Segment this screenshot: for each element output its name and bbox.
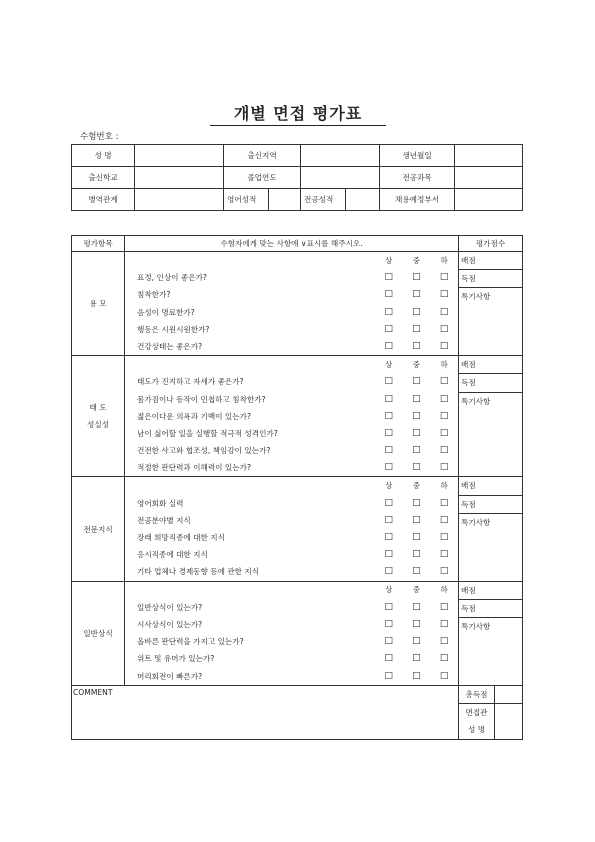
score-field[interactable] bbox=[485, 374, 522, 392]
score-line bbox=[459, 356, 522, 374]
score-label: 배점 bbox=[459, 252, 485, 270]
section-name-line1: 일반상식 bbox=[83, 628, 113, 638]
score-line bbox=[459, 252, 522, 270]
question-text: 일반상식이 있는가? bbox=[137, 602, 203, 612]
rating-checkbox[interactable]: □ bbox=[384, 272, 393, 283]
rating-checkbox[interactable]: □ bbox=[439, 410, 449, 421]
rating-checkbox[interactable]: □ bbox=[384, 427, 393, 438]
level-header-row bbox=[125, 356, 458, 373]
rating-checkbox[interactable]: □ bbox=[384, 670, 393, 681]
question-text: 침착한가? bbox=[137, 290, 171, 300]
question-text: 표정, 인상이 좋은가? bbox=[137, 273, 207, 283]
interviewer-label: 면접관 bbox=[465, 707, 488, 717]
question-row bbox=[125, 373, 458, 390]
rating-checkbox[interactable]: □ bbox=[412, 619, 421, 630]
section-row bbox=[72, 356, 523, 477]
military-label: 병역관계 bbox=[72, 189, 135, 211]
rating-checkbox[interactable]: □ bbox=[439, 670, 449, 681]
instruction-header: 수험자에게 맞는 사항에 ∨표시를 해주시오. bbox=[125, 236, 459, 252]
rating-checkbox[interactable]: □ bbox=[384, 323, 393, 334]
section-score bbox=[459, 581, 523, 685]
rating-checkbox[interactable]: □ bbox=[439, 445, 449, 456]
score-label[interactable]: 특기사항 bbox=[461, 292, 491, 302]
rating-checkbox[interactable]: □ bbox=[384, 445, 393, 456]
rating-checkbox[interactable]: □ bbox=[384, 601, 393, 612]
level-label: 중 bbox=[412, 585, 421, 595]
rating-checkbox[interactable]: □ bbox=[439, 636, 449, 647]
level-label: 하 bbox=[440, 255, 448, 265]
level-label: 하 bbox=[440, 481, 448, 491]
comment-box[interactable] bbox=[72, 685, 459, 740]
major-field[interactable] bbox=[455, 167, 523, 189]
score-label[interactable]: 특기사항 bbox=[461, 621, 491, 631]
major-score-field[interactable] bbox=[346, 189, 380, 211]
score-field[interactable] bbox=[485, 582, 522, 600]
score-field[interactable] bbox=[485, 252, 522, 270]
rating-checkbox[interactable]: □ bbox=[439, 341, 449, 352]
rating-checkbox[interactable]: □ bbox=[384, 462, 393, 473]
score-label[interactable]: 특기사항 bbox=[461, 396, 491, 406]
question-row bbox=[125, 563, 458, 580]
rating-checkbox[interactable]: □ bbox=[384, 289, 393, 300]
rating-checkbox[interactable]: □ bbox=[384, 306, 393, 317]
question-row bbox=[125, 546, 458, 563]
score-label: 득점 bbox=[459, 600, 485, 618]
question-row bbox=[125, 269, 458, 286]
score-line bbox=[459, 288, 522, 305]
rating-checkbox[interactable]: □ bbox=[384, 497, 393, 508]
score-field[interactable] bbox=[485, 496, 522, 514]
rating-checkbox[interactable]: □ bbox=[384, 393, 393, 404]
question-text: 남이 싫어할 일을 실행할 적극적 성격인가? bbox=[137, 428, 278, 438]
level-label: 중 bbox=[412, 359, 421, 369]
level-label: 하 bbox=[440, 585, 448, 595]
school-label: 출신학교 bbox=[72, 167, 135, 189]
level-label: 하 bbox=[440, 359, 448, 369]
level-label: 상 bbox=[384, 359, 393, 369]
score-field[interactable] bbox=[485, 356, 522, 374]
level-header-row bbox=[125, 252, 458, 269]
question-text: 음성이 명료한가? bbox=[137, 307, 195, 317]
rating-checkbox[interactable]: □ bbox=[439, 497, 449, 508]
section-items bbox=[125, 581, 459, 685]
school-field[interactable] bbox=[135, 167, 224, 189]
region-field[interactable] bbox=[301, 145, 380, 167]
evaluation-table bbox=[71, 235, 523, 740]
applicant-info-table bbox=[71, 144, 523, 211]
rating-checkbox[interactable]: □ bbox=[439, 653, 449, 664]
level-label: 중 bbox=[412, 255, 421, 265]
score-line bbox=[459, 618, 522, 635]
rating-checkbox[interactable]: □ bbox=[439, 532, 449, 543]
section-name-line1: 용 모 bbox=[89, 299, 107, 309]
question-text: 행동은 시원시원한가? bbox=[137, 324, 210, 334]
question-row bbox=[125, 650, 458, 667]
rating-checkbox[interactable]: □ bbox=[412, 376, 421, 387]
question-text: 올바른 판단력을 가지고 있는가? bbox=[137, 637, 244, 647]
rating-checkbox[interactable]: □ bbox=[384, 566, 393, 577]
level-label: 상 bbox=[384, 585, 393, 595]
rating-checkbox[interactable]: □ bbox=[412, 549, 421, 560]
rating-checkbox[interactable]: □ bbox=[412, 636, 421, 647]
section-name-line1: 태 도 bbox=[89, 403, 107, 413]
rating-checkbox[interactable]: □ bbox=[384, 376, 393, 387]
question-text: 응시직종에 대한 지식 bbox=[137, 550, 208, 560]
department-field[interactable] bbox=[455, 189, 523, 211]
question-row bbox=[125, 321, 458, 338]
score-line bbox=[459, 393, 522, 410]
level-label: 상 bbox=[384, 255, 393, 265]
rating-checkbox[interactable]: □ bbox=[439, 462, 449, 473]
section-name-line2: 성실성 bbox=[86, 420, 109, 430]
rating-checkbox[interactable]: □ bbox=[384, 410, 393, 421]
major-label: 전공과목 bbox=[380, 167, 455, 189]
score-line bbox=[459, 582, 522, 600]
rating-checkbox[interactable]: □ bbox=[412, 601, 421, 612]
question-row bbox=[125, 286, 458, 303]
rating-checkbox[interactable]: □ bbox=[439, 601, 449, 612]
question-row bbox=[125, 408, 458, 425]
question-row bbox=[125, 633, 458, 650]
section-name bbox=[72, 477, 125, 581]
rating-checkbox[interactable]: □ bbox=[439, 272, 449, 283]
exam-number-label: 수험번호 : bbox=[80, 132, 119, 142]
rating-checkbox[interactable]: □ bbox=[412, 289, 421, 300]
name-label: 성 명 bbox=[72, 145, 135, 167]
question-row bbox=[125, 599, 458, 616]
rating-checkbox[interactable]: □ bbox=[384, 619, 393, 630]
score-label: 배점 bbox=[459, 582, 485, 600]
question-text: 건전한 사고와 협조성, 책임감이 있는가? bbox=[137, 446, 271, 456]
region-label: 출신지역 bbox=[224, 145, 301, 167]
graduation-year-field[interactable] bbox=[301, 167, 380, 189]
question-row bbox=[125, 391, 458, 408]
rating-checkbox[interactable]: □ bbox=[439, 323, 449, 334]
rating-checkbox[interactable]: □ bbox=[439, 289, 449, 300]
question-text: 장래 희망직종에 대한 지식 bbox=[137, 533, 225, 543]
english-score-field[interactable] bbox=[269, 189, 301, 211]
question-row bbox=[125, 512, 458, 529]
section-items bbox=[125, 252, 459, 356]
rating-checkbox[interactable]: □ bbox=[384, 532, 393, 543]
rating-checkbox[interactable]: □ bbox=[384, 549, 393, 560]
question-text: 젊은이다운 의욕과 기백이 있는가? bbox=[137, 411, 251, 421]
title-underline bbox=[210, 125, 386, 126]
rating-checkbox[interactable]: □ bbox=[439, 306, 449, 317]
question-row bbox=[125, 338, 458, 355]
rating-checkbox[interactable]: □ bbox=[412, 532, 421, 543]
question-text: 시사상식이 있는가? bbox=[137, 620, 203, 630]
section-name bbox=[72, 356, 125, 477]
level-label: 중 bbox=[412, 481, 421, 491]
rating-checkbox[interactable]: □ bbox=[439, 566, 449, 577]
birthdate-field[interactable] bbox=[455, 145, 523, 167]
question-text: 머리회전이 빠른가? bbox=[137, 671, 203, 681]
rating-checkbox[interactable]: □ bbox=[384, 636, 393, 647]
question-row bbox=[125, 304, 458, 321]
english-score-label: 영어성적 bbox=[224, 189, 269, 211]
question-row bbox=[125, 459, 458, 476]
question-row bbox=[125, 616, 458, 633]
rating-checkbox[interactable]: □ bbox=[439, 376, 449, 387]
military-field[interactable] bbox=[135, 189, 224, 211]
score-header: 평가점수 bbox=[459, 236, 523, 252]
question-text: 영어회화 실력 bbox=[137, 498, 184, 508]
rating-checkbox[interactable]: □ bbox=[384, 653, 393, 664]
question-text: 태도가 진지하고 자세가 좋은가? bbox=[137, 377, 244, 387]
section-row bbox=[72, 477, 523, 581]
question-text: 적절한 판단력과 이해력이 있는가? bbox=[137, 463, 251, 473]
score-label: 득점 bbox=[459, 270, 485, 288]
section-score bbox=[459, 252, 523, 356]
question-row bbox=[125, 442, 458, 459]
rating-checkbox[interactable]: □ bbox=[384, 341, 393, 352]
question-row bbox=[125, 495, 458, 512]
total-score-field[interactable] bbox=[495, 686, 522, 704]
rating-checkbox[interactable]: □ bbox=[412, 306, 421, 317]
rating-checkbox[interactable]: □ bbox=[412, 341, 421, 352]
section-score bbox=[459, 477, 523, 581]
score-field[interactable] bbox=[485, 600, 522, 618]
score-field[interactable] bbox=[485, 270, 522, 288]
rating-checkbox[interactable]: □ bbox=[412, 272, 421, 283]
section-name-line1: 전문지식 bbox=[83, 524, 113, 534]
rating-checkbox[interactable]: □ bbox=[412, 393, 421, 404]
question-text: 건강상태는 좋은가? bbox=[137, 342, 203, 352]
section-name bbox=[72, 581, 125, 685]
section-items bbox=[125, 356, 459, 477]
rating-checkbox[interactable]: □ bbox=[412, 323, 421, 334]
rating-checkbox[interactable]: □ bbox=[412, 670, 421, 681]
question-row bbox=[125, 529, 458, 546]
score-line bbox=[459, 600, 522, 618]
question-text: 전공분야별 지식 bbox=[137, 515, 191, 525]
score-label: 배점 bbox=[459, 477, 485, 495]
major-score-label: 전공성적 bbox=[301, 189, 346, 211]
score-line bbox=[459, 374, 522, 392]
rating-checkbox[interactable]: □ bbox=[412, 410, 421, 421]
rating-checkbox[interactable]: □ bbox=[439, 427, 449, 438]
level-label: 상 bbox=[384, 481, 393, 491]
rating-checkbox[interactable]: □ bbox=[439, 549, 449, 560]
name-field[interactable] bbox=[135, 145, 224, 167]
section-items bbox=[125, 477, 459, 581]
question-text: 기타 업체나 경제동향 등에 관한 지식 bbox=[137, 567, 260, 577]
question-text: 몸가짐이나 동작이 민첩하고 침착한가? bbox=[137, 394, 266, 404]
score-label: 득점 bbox=[459, 496, 485, 514]
score-line bbox=[459, 477, 522, 495]
section-row bbox=[72, 252, 523, 356]
rating-checkbox[interactable]: □ bbox=[412, 514, 421, 525]
section-name bbox=[72, 252, 125, 356]
question-row bbox=[125, 425, 458, 442]
question-row bbox=[125, 668, 458, 685]
rating-checkbox[interactable]: □ bbox=[412, 427, 421, 438]
section-row bbox=[72, 581, 523, 685]
rating-checkbox[interactable]: □ bbox=[439, 619, 449, 630]
section-score bbox=[459, 356, 523, 477]
graduation-year-label: 졸업연도 bbox=[224, 167, 301, 189]
rating-checkbox[interactable]: □ bbox=[384, 514, 393, 525]
score-label: 득점 bbox=[459, 374, 485, 392]
rating-checkbox[interactable]: □ bbox=[412, 566, 421, 577]
score-label: 배점 bbox=[459, 356, 485, 374]
score-field[interactable] bbox=[485, 477, 522, 495]
comment-label: COMMENT bbox=[73, 687, 113, 697]
score-line bbox=[459, 496, 522, 514]
rating-checkbox[interactable]: □ bbox=[439, 393, 449, 404]
item-header: 평가항목 bbox=[72, 236, 125, 252]
interviewer-name-label: 성 명 bbox=[467, 725, 486, 735]
score-label[interactable]: 특기사항 bbox=[461, 517, 491, 527]
rating-checkbox[interactable]: □ bbox=[412, 445, 421, 456]
interviewer-name-field[interactable] bbox=[495, 704, 522, 739]
question-text: 위트 및 유머가 있는가? bbox=[137, 654, 215, 664]
birthdate-label: 생년월일 bbox=[380, 145, 455, 167]
score-line bbox=[459, 514, 522, 531]
rating-checkbox[interactable]: □ bbox=[412, 653, 421, 664]
rating-checkbox[interactable]: □ bbox=[412, 497, 421, 508]
department-label: 채용예정부서 bbox=[380, 189, 455, 211]
page-title: 개별 면접 평가표 bbox=[233, 104, 363, 123]
level-header-row bbox=[125, 582, 458, 599]
score-line bbox=[459, 270, 522, 288]
rating-checkbox[interactable]: □ bbox=[412, 462, 421, 473]
rating-checkbox[interactable]: □ bbox=[439, 514, 449, 525]
total-score-label: 총득점 bbox=[459, 686, 494, 704]
level-header-row bbox=[125, 477, 458, 494]
